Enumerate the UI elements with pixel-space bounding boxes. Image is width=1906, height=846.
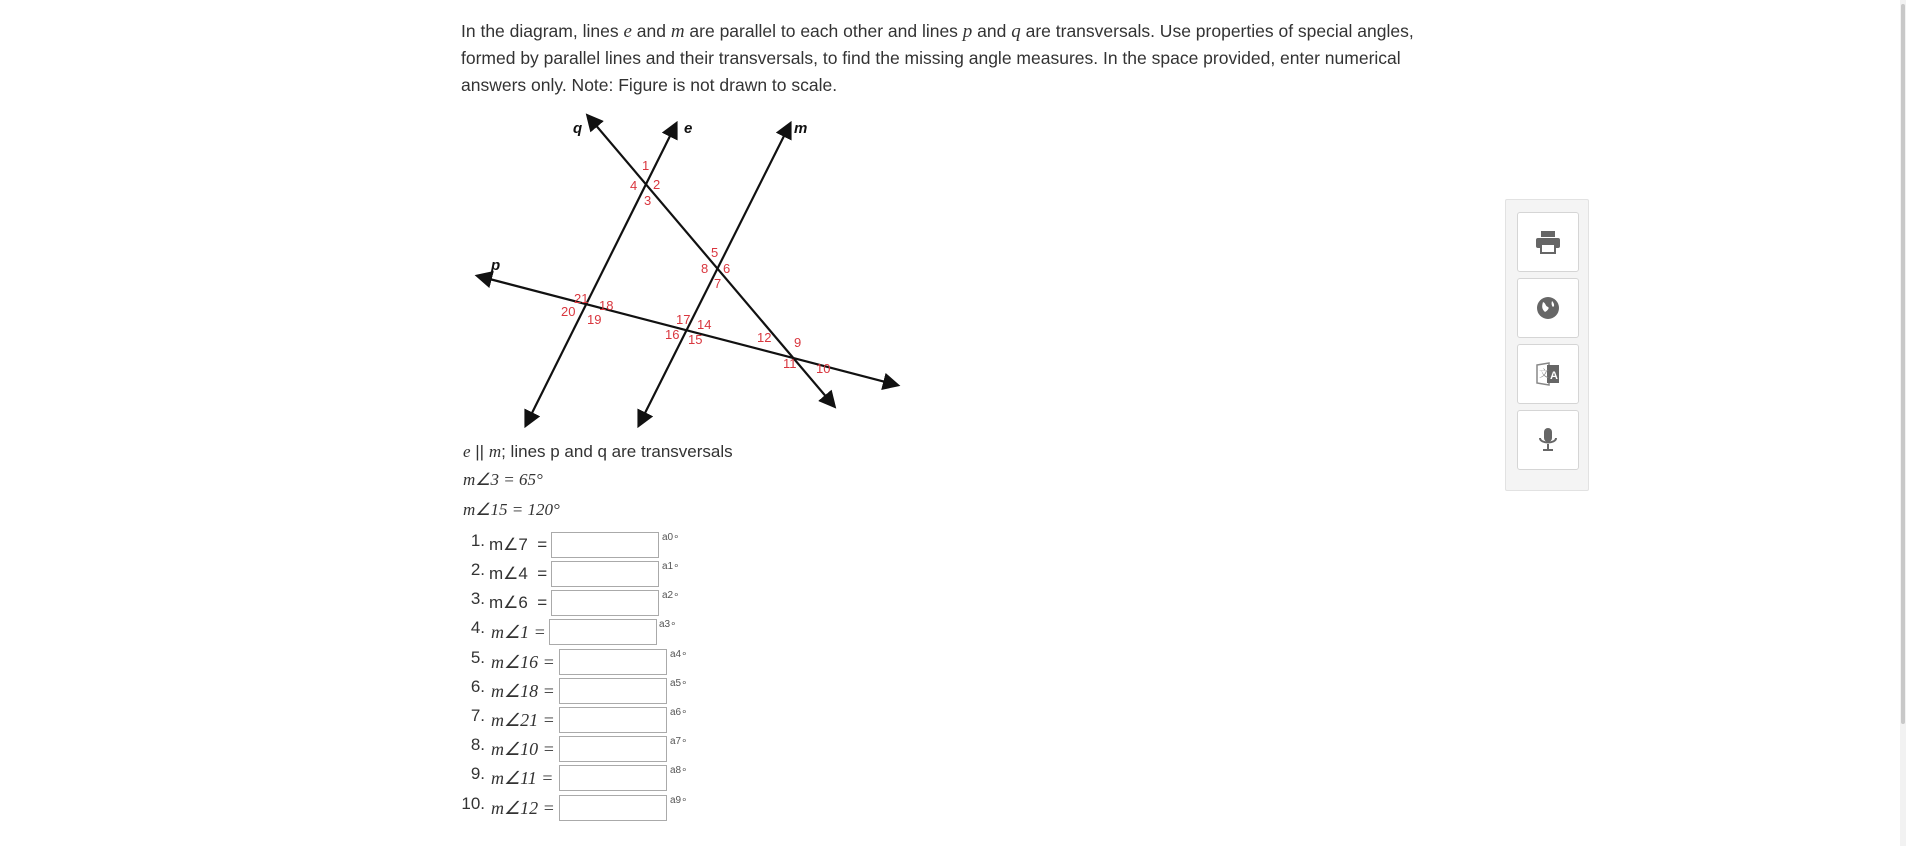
prompt-text: In the diagram, lines (461, 21, 624, 41)
question-number: 6. (470, 677, 485, 696)
question-label: m∠7 = (489, 535, 548, 554)
answer-tag: a1∘ (662, 561, 680, 572)
answer-input[interactable] (559, 649, 667, 675)
angle-label: 1 (642, 158, 650, 173)
answer-input[interactable] (559, 765, 667, 791)
prompt-text: and (972, 21, 1012, 41)
angle-label: 17 (676, 312, 691, 327)
parallel-lines-diagram (461, 110, 911, 430)
question-label: m∠12 = (491, 797, 555, 818)
prompt-text: are parallel to each other and lines (684, 21, 963, 41)
question-label: m∠11 = (491, 767, 554, 788)
question-label: m∠16 = (491, 651, 555, 672)
question-prompt-container (461, 18, 1421, 99)
question-number: 2. (470, 560, 485, 579)
angle-label: 14 (697, 317, 712, 332)
answer-tag: a9∘ (670, 795, 688, 806)
line-q (588, 116, 834, 406)
given-parallel-statement (463, 442, 733, 462)
question-number: 7. (470, 706, 485, 725)
question-label: m∠4 = (489, 564, 548, 583)
question-prompt (461, 18, 1421, 99)
label-line-p: p (491, 257, 501, 274)
given-line-m: m (488, 442, 502, 461)
angle-label: 11 (783, 356, 797, 371)
answer-tag: a0∘ (662, 532, 680, 543)
angle-label: 3 (644, 193, 652, 208)
angle-label: 5 (711, 245, 719, 260)
given-angle-3: m∠3 = 65° (463, 470, 543, 489)
prompt-line-p: p (962, 21, 973, 42)
answer-input[interactable] (549, 619, 657, 645)
question-number: 3. (470, 589, 485, 608)
angle-label: 19 (587, 312, 602, 327)
print-button[interactable] (1517, 212, 1579, 272)
given-text: ; lines p and q are transversals (501, 442, 733, 461)
answer-tag: a4∘ (670, 649, 688, 660)
line-p (478, 276, 897, 385)
prompt-text: and (631, 21, 671, 41)
line-m (639, 124, 790, 425)
question-number: 8. (470, 735, 485, 754)
label-line-q: q (573, 120, 583, 137)
angle-label: 16 (665, 327, 680, 342)
answer-input[interactable] (551, 532, 659, 558)
prompt-line-e: e (623, 21, 632, 42)
question-label: m∠10 = (491, 738, 555, 759)
translate-icon (1534, 360, 1562, 388)
translate-button[interactable] (1517, 344, 1579, 404)
given-line-e: e (463, 442, 471, 461)
answer-input[interactable] (559, 736, 667, 762)
question-number: 5. (470, 648, 485, 667)
angle-label: 18 (599, 298, 614, 313)
globe-icon (1535, 295, 1561, 321)
svg-text:A: A (1550, 370, 1558, 382)
svg-text:文: 文 (1539, 369, 1549, 380)
answer-tag: a6∘ (670, 707, 688, 718)
angle-label: 15 (688, 332, 703, 347)
question-number: 1. (470, 531, 485, 550)
angle-label: 21 (574, 291, 589, 306)
line-e (526, 124, 676, 425)
prompt-line-m: m (670, 21, 685, 42)
microphone-button[interactable] (1517, 410, 1579, 470)
answer-tag: a7∘ (670, 736, 688, 747)
answer-input[interactable] (551, 590, 659, 616)
question-label: m∠1 = (491, 621, 546, 642)
answer-tag: a2∘ (662, 590, 680, 601)
prompt-text: are transversals. Use properties of special angles, formed by parallel lines and their transversals, to find the missing angle measures. In the space provided, enter numerical answers only. Note: Figure is not drawn to scale. (461, 21, 1414, 95)
angle-label: 8 (701, 261, 709, 276)
question-label: m∠6 = (489, 593, 548, 612)
question-number: 4. (470, 618, 485, 637)
label-line-m: m (794, 120, 808, 137)
prompt-line-q: q (1011, 21, 1021, 42)
angle-label: 10 (816, 361, 831, 376)
question-number: 9. (470, 764, 485, 783)
question-label: m∠21 = (491, 709, 555, 730)
angle-label: 4 (630, 178, 638, 193)
microphone-icon (1537, 426, 1559, 454)
parallel-symbol: || (470, 442, 489, 461)
answer-tag: a3∘ (659, 619, 677, 630)
scrollbar-thumb[interactable] (1901, 4, 1905, 724)
globe-button[interactable] (1517, 278, 1579, 338)
answer-input[interactable] (559, 707, 667, 733)
page-scrollbar[interactable] (1900, 0, 1906, 846)
label-line-e: e (684, 120, 693, 137)
print-icon (1534, 229, 1562, 255)
angle-label: 9 (794, 335, 802, 350)
answer-input[interactable] (551, 561, 659, 587)
angle-label: 6 (723, 261, 731, 276)
angle-label: 2 (653, 177, 661, 192)
answer-tag: a8∘ (670, 765, 688, 776)
answer-input[interactable] (559, 678, 667, 704)
answer-input[interactable] (559, 795, 667, 821)
angle-label: 7 (714, 276, 722, 291)
question-number: 10. (461, 794, 485, 813)
question-label: m∠18 = (491, 680, 555, 701)
angle-label: 20 (561, 304, 576, 319)
accessibility-toolbar (1505, 199, 1589, 491)
answer-tag: a5∘ (670, 678, 688, 689)
angle-label: 12 (757, 330, 772, 345)
given-angle-15: m∠15 = 120° (463, 500, 560, 519)
